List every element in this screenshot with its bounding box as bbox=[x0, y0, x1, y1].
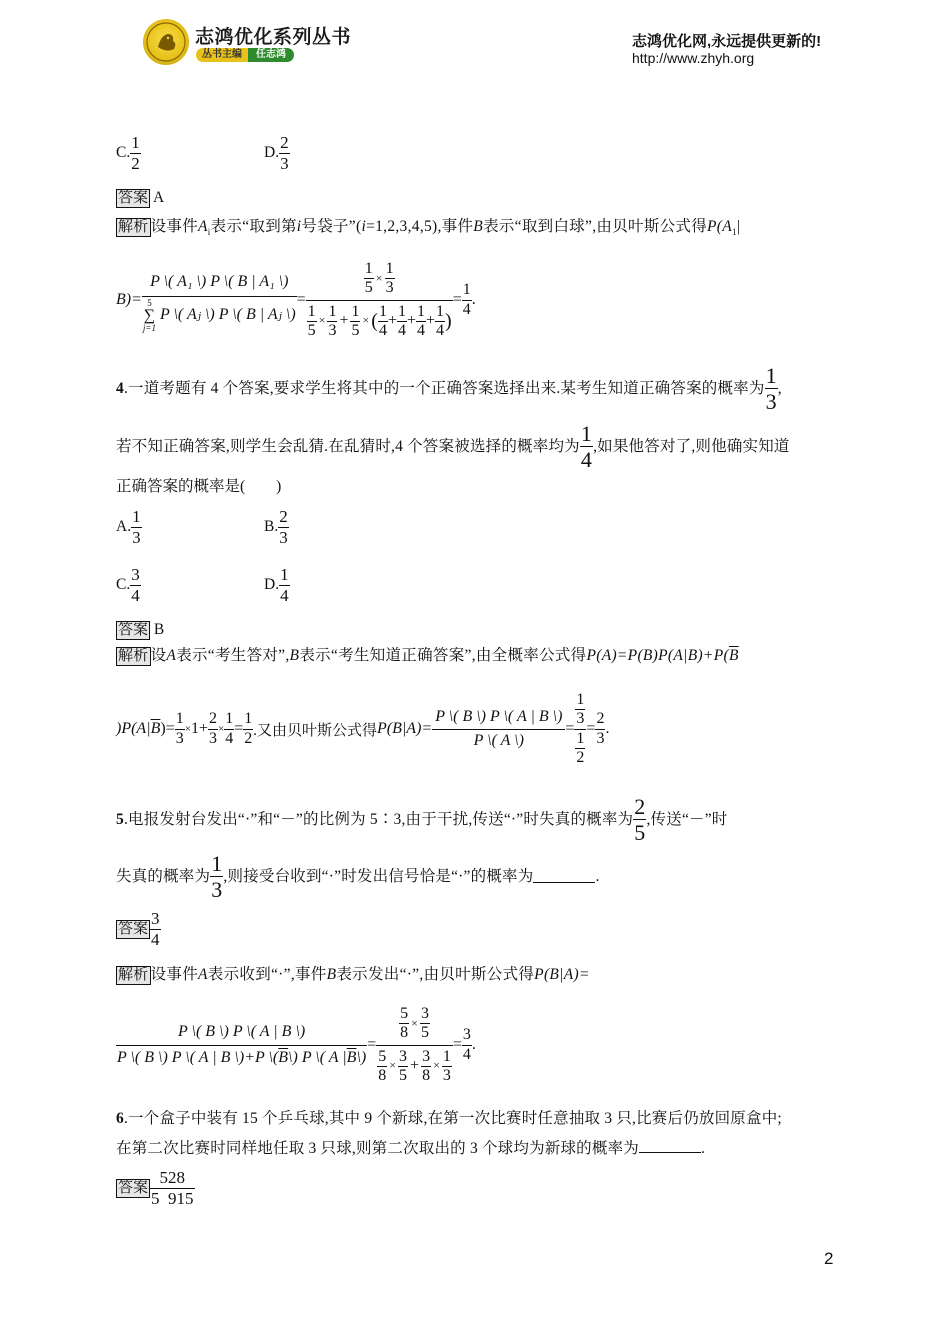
q4-answer-value: B bbox=[153, 621, 165, 638]
q3-option-c bbox=[116, 133, 141, 173]
series-logo bbox=[143, 19, 189, 65]
q3-option-d-label: D. bbox=[264, 144, 280, 162]
answer-tag: 答案 bbox=[118, 190, 149, 206]
q3-formula-fraction bbox=[142, 267, 297, 332]
answer-tag: 答案 bbox=[118, 622, 149, 638]
header bbox=[0, 0, 950, 80]
sum-operator: 5 ∑ j=1 bbox=[142, 297, 156, 333]
q6-answer-blank[interactable] bbox=[639, 1140, 701, 1153]
q3-analysis-i: i bbox=[296, 218, 302, 235]
q4-analysis-formula: )P(A| $\overline{B}$ )= $\frac{1}{3}$ × 1+ $\frac{2}{3}$ × $\frac{1}{4}$ = $\frac{1}{2}$ .又由贝叶斯公式得 P(B|A)= $\frac{P \backslash( B \backslash) P \backslash( A | B \backslash)}{P \backslash( A \backslash)}$ = $\frac{\frac{1}{3}}{\frac{1}{2}}$ = $\frac{2}{3}$ . bbox=[116, 690, 610, 766]
q3-formula-denominator: 5 ∑ j=1 P \( Aⱼ \) P \( B | Aⱼ \) bbox=[142, 297, 296, 333]
analysis-tag: 解析 bbox=[118, 967, 149, 983]
q6-answer: 答案 $\frac{528}{5 915}$ bbox=[118, 1168, 194, 1208]
q3-formula-numerator: P \( A₁ \) P \( B | A₁ \) bbox=[142, 267, 297, 296]
q4-number: 4 bbox=[116, 380, 124, 398]
q3-analysis-B: B bbox=[473, 218, 484, 235]
q3-answer bbox=[116, 189, 164, 208]
q4-option-a: A. $\frac{1}{3}$ bbox=[116, 507, 141, 547]
q5-line-1: 5 .电报发射台发出“·”和“－”的比例为 5∶3,由于干扰,传送“·”时失真的概率为 $\frac{2}{5}$ ,传送“－”时 bbox=[116, 794, 728, 846]
q5-line-2: 失真的概率为 $\frac{1}{3}$ ,则接受台收到“·”时发出信号恰是“·”的概率为 . bbox=[116, 851, 600, 903]
analysis-tag: 解析 bbox=[118, 219, 149, 235]
q4-bayes-fraction: $\frac{P \backslash( B \backslash) P \backslash( A | B \backslash)}{P \backslash( A \backslash)}$ bbox=[432, 708, 565, 750]
q4-option-d: D. $\frac{1}{4}$ bbox=[264, 565, 289, 605]
q4-option-b: B. $\frac{2}{3}$ bbox=[264, 507, 288, 547]
q4-line-1: 4 .一道考题有 4 个答案,要求学生将其中的一个正确答案选择出来.某考生知道正确答案的概率为 $\frac{1}{3}$ , bbox=[116, 363, 782, 415]
q3-bayes-formula bbox=[116, 252, 476, 348]
q5-number: 5 bbox=[116, 811, 124, 829]
period: . bbox=[471, 291, 476, 308]
q3-analysis-text-5: 表示“取到白球”,由贝叶斯公式得 bbox=[483, 218, 708, 235]
q3-formula-lead: B)= bbox=[116, 291, 142, 308]
q4-guess-fraction: $\frac{1}{4}$ bbox=[580, 421, 593, 473]
q5-answer: 答案 $\frac{3}{4}$ bbox=[118, 909, 160, 949]
q3-analysis-P-sub: 1 bbox=[732, 227, 737, 238]
q3-analysis-text-2: 表示“取到第 bbox=[210, 218, 297, 235]
editor-name: 任志鸿 bbox=[248, 48, 294, 62]
q6-number: 6 bbox=[116, 1110, 124, 1127]
q5-bayes-formula: $\frac{P \backslash( B \backslash) P \backslash( A | B \backslash)}{P \backslash( B \backslash) P \backslash( A | B \backslash)+P \backslash(\overline{B}\backslash) P \backslash( A |\overline{B}\backslash)}$ = $\frac{5}{8}$ × $\frac{3}{5}$ $\frac{5}{8}$ × $\frac{3}{5}$ + $\frac{3}{8}$ × $\frac{1}{3}$ = $\frac{3}{4}$ . bbox=[117, 1004, 476, 1084]
editor-label: 丛书主编 bbox=[196, 48, 248, 62]
q3-option-c-label: C. bbox=[116, 144, 131, 162]
q6-line-1: 6.一个盒子中装有 15 个乒乓球,其中 9 个新球,在第一次比赛时任意抽取 3 只,比赛后仍放回原盒中; bbox=[116, 1110, 782, 1127]
q4-line-2 bbox=[116, 421, 790, 473]
rooster-emblem-icon bbox=[143, 19, 189, 65]
q6-line-2: 在第二次比赛时同样地任取 3 只球,则第二次取出的 3 个球均为新球的概率为 . bbox=[116, 1140, 706, 1157]
q4-compound-fraction: $\frac{\frac{1}{3}}{\frac{1}{2}}$ bbox=[576, 690, 585, 766]
equals: = bbox=[452, 291, 462, 308]
q3-option-d-fraction: $\frac{2}{3}$ bbox=[280, 133, 289, 173]
q3-analysis-i2: i bbox=[361, 218, 367, 235]
q3-analysis-text-1: 设事件 bbox=[150, 218, 199, 235]
editor-banner bbox=[196, 48, 294, 62]
q5-answer-blank[interactable] bbox=[533, 870, 595, 883]
q3-formula-numeric-fraction: $\frac{1}{5}$ × $\frac{1}{3}$ $\frac{1}{5}$ × $\frac{1}{3}$ + $\frac{1}{5}$ × ( $\frac{1}{4}$ + $\frac{1}{4}$ + $\frac{1}{4}$ + $\frac{1}{4}$ ) bbox=[307, 259, 452, 339]
q4-option-c: C. $\frac{3}{4}$ bbox=[116, 565, 140, 605]
q3-analysis-text-4: =1,2,3,4,5),事件 bbox=[366, 218, 474, 235]
header-url[interactable]: http://www.zhyh.org bbox=[632, 50, 755, 66]
q3-analysis-A-sub: i bbox=[207, 227, 211, 238]
answer-tag: 答案 bbox=[118, 920, 149, 937]
q4-line-3: 正确答案的概率是( ) bbox=[116, 478, 282, 495]
q5-numeric-fraction: $\frac{5}{8}$ × $\frac{3}{5}$ $\frac{5}{8}$ × $\frac{3}{5}$ + $\frac{3}{8}$ × $\frac{1}{3}$ bbox=[378, 1004, 451, 1084]
q4-text-2b: ,如果他答对了,则他确实知道 bbox=[593, 438, 790, 456]
q4-analysis-line-1: 解析 设A表示“考生答对”,B表示“考生知道正确答案”,由全概率公式得$P(A)=P(B)P(A|B)+P(\overline{B}$ bbox=[118, 647, 739, 664]
equals: = bbox=[296, 291, 306, 308]
q3-analysis bbox=[116, 218, 740, 237]
q3-option-c-fraction: $\frac{1}{2}$ bbox=[131, 133, 140, 173]
q4-text-2a: 若不知正确答案,则学生会乱猜.在乱猜时,4 个答案被选择的概率均为 bbox=[116, 438, 580, 456]
q5-formula-fraction: $\frac{P \backslash( B \backslash) P \backslash( A | B \backslash)}{P \backslash( B \backslash) P \backslash( A | B \backslash)+P \backslash(\overline{B}\backslash) P \backslash( A |\overline{B}\backslash)}$ bbox=[117, 1023, 367, 1066]
answer-tag: 答案 bbox=[118, 1179, 149, 1196]
series-title: 志鸿优化系列丛书 bbox=[195, 27, 352, 48]
q3-analysis-text-3: 号袋子”( bbox=[301, 218, 362, 235]
analysis-tag: 解析 bbox=[118, 648, 149, 664]
header-slogan: 志鸿优化网,永远提供更新的! bbox=[632, 33, 822, 50]
page-number: 2 bbox=[824, 1249, 834, 1268]
q4-B-complement: $\overline{B}$ bbox=[728, 647, 739, 664]
q3-analysis-P: P(A bbox=[707, 218, 733, 235]
q3-analysis-text-6: | bbox=[736, 218, 741, 235]
q4-text-1: .一道考题有 4 个答案,要求学生将其中的一个正确答案选择出来.某考生知道正确答案的概率为 bbox=[123, 380, 765, 398]
q4-prob-fraction: $\frac{1}{3}$ bbox=[765, 363, 777, 415]
q3-option-d bbox=[264, 133, 290, 173]
q5-analysis-line: 解析 设事件A表示收到“·”,事件B表示发出“·”,由贝叶斯公式得P(B|A)= bbox=[118, 966, 590, 983]
q3-analysis-A: A bbox=[198, 218, 208, 235]
q4-answer bbox=[116, 621, 164, 640]
q3-answer-value: A bbox=[153, 189, 165, 206]
q3-result: $\frac{1}{4}$ bbox=[462, 281, 471, 318]
